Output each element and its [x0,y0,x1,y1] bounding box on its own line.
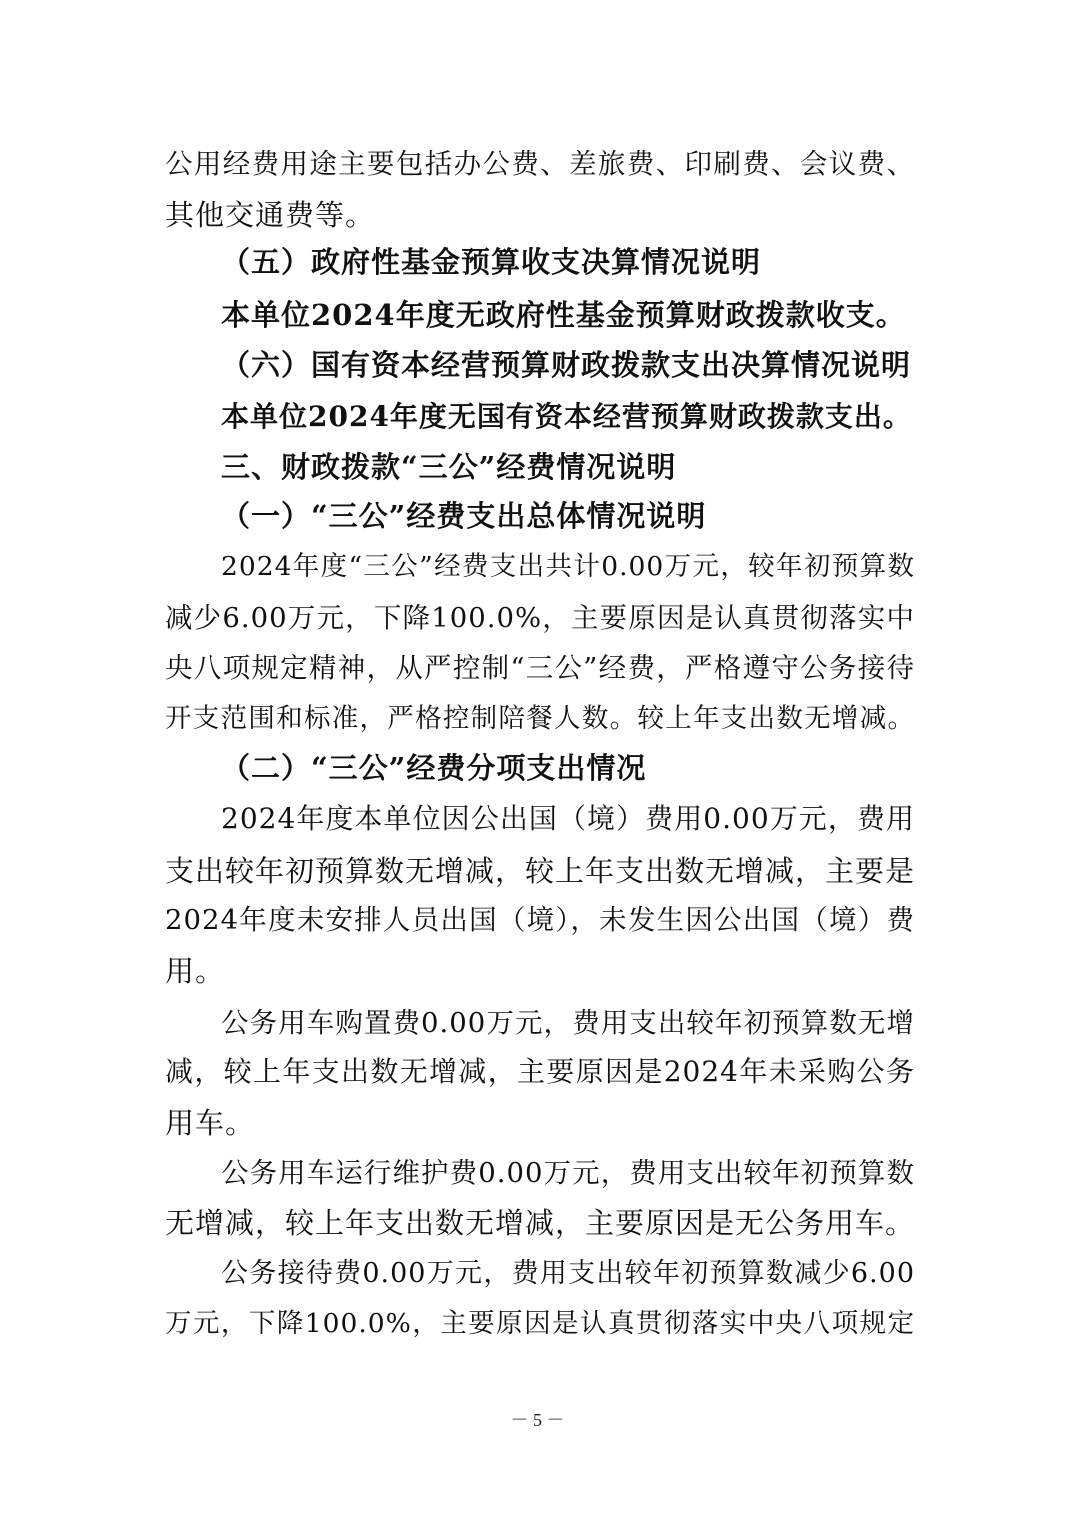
body-line-20: 用车。 [165,1106,256,1140]
body-line-21: 公务用车运行维护费0.00万元，费用支出较年初预算数 [221,1157,915,1189]
body-line-1: 公用经费用途主要包括办公费、差旅费、印刷费、会议费、 [165,148,915,180]
body-line-12: 开支范围和标准，严格控制陪餐人数。较上年支出数无增减。 [165,703,915,734]
page-number: － 5 － [510,1410,565,1430]
body-line-9: 2024年度“三公”经费支出共计0.00万元，较年初预算数 [221,551,915,582]
body-line-15: 支出较年初预算数无增减，较上年支出数无增减，主要是 [165,854,916,888]
body-line-14: 2024年度本单位因公出国（境）费用0.00万元，费用 [221,802,915,835]
body-line-2: 其他交通费等。 [165,198,376,232]
body-line-17: 用。 [165,954,226,988]
body-line-22: 无增减，较上年支出数无增减，主要原因是无公务用车。 [165,1206,916,1240]
body-line-10: 减少6.00万元，下降100.0%，主要原因是认真贯彻落实中 [165,602,915,634]
section-5-body: 本单位2024年度无政府性基金预算财政拨款收支。 [221,298,906,332]
body-line-23: 公务接待费0.00万元，费用支出较年初预算数减少6.00 [221,1258,915,1289]
body-line-11: 央八项规定精神，从严控制“三公”经费，严格遵守公务接待 [165,652,915,684]
body-line-19: 减，较上年支出数无增减，主要原因是2024年未采购公务 [165,1055,915,1088]
section-heading-5: （五）政府性基金预算收支决算情况说明 [221,245,762,279]
subsection-heading-2: （二）“三公”经费分项支出情况 [221,751,647,785]
chapter-heading-3: 三、财政拨款“三公”经费情况说明 [221,450,677,484]
section-6-body: 本单位2024年度无国有资本经营预算财政拨款支出。 [221,400,912,433]
body-line-24: 万元，下降100.0%，主要原因是认真贯彻落实中央八项规定 [165,1308,915,1339]
subsection-heading-1: （一）“三公”经费支出总体情况说明 [221,499,707,533]
body-line-18: 公务用车购置费0.00万元，费用支出较年初预算数无增 [221,1007,915,1039]
section-heading-6: （六）国有资本经营预算财政拨款支出决算情况说明 [221,348,912,382]
body-line-16: 2024年度未安排人员出国（境），未发生因公出国（境）费 [165,904,915,936]
